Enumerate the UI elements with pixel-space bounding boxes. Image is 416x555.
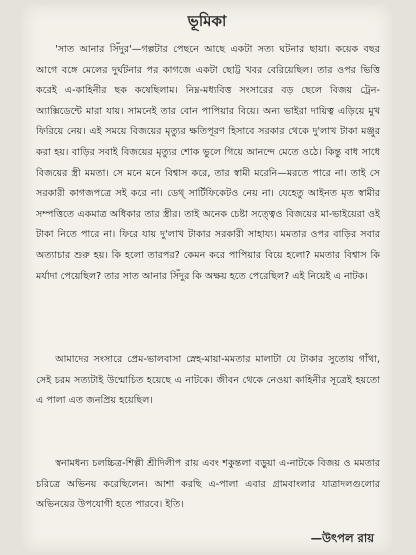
document-page [22,4,392,552]
page-title: ভূমিকা [187,12,227,30]
paragraph-3: স্বনামধন্য চলচ্চিত্র-শিল্পী শ্রীদিলীপ রায় এবং শকুন্তলা বড়ুয়া এ-নাটকে বিজয় ও মমতার চরিত্রে অভিনয় করেছিলেন। আশা করছি এ-পালা এবার গ্রামবাংলার যাত্রাদলগুলোর অভিনয়ের উপযোগী হতে পারবে। ইতি। [36,458,380,511]
paragraph-1: 'সাত আনার সিঁদুর'—গল্পটার পেছনে আছে একটা সত্য ঘটনার ছায়া। কয়েক বছর আগে বঙ্গে মেলের দুর্ঘটনার পর কাগজে একটা ছোট্ট খবর বেরিয়েছিল। তার ওপর ভিত্তি করেই এ-কাহিনীর ছক কষেছিলাম। নিম্ন-মধ্যবিত্ত সংসারের বড় ছেলে বিজয় ট্রেন-অ্যাক্সিডেন্টে মারা যায়। সামনেই তার বোন পাপিয়ার বিয়ে। অন্য ভাইরা দায়িত্ব এড়িয়ে মুখ ফিরিয়ে নেয়। এই সময়ে বিজয়ের মৃত্যুর ক্ষতিপূরণ হিসাবে সরকার থেকে দু'লাখ টাকা মঞ্জুর করা হয়। বাড়ির সবাই বিজয়ের মৃত্যুর শোক ভুলে গিয়ে আনন্দে মেতে ওঠে। কিন্তু বাধ সাধে বিজয়ের স্ত্রী মমতা। সে মনে মনে বিশ্বাস করে, তার স্বামী মরেনি—মরতে পারে না। তাই সে সরকারী কাগজপত্রে সই করে না। ডেথ্ সার্টিফিকেটও নেয় না। যেহেতু আইনত মৃত স্বামীর সম্পত্তিতে একমাত্র অধিকার তার স্ত্রীর। তাই অনেক চেষ্টা সত্ত্বেও বিজয়ের মা-ভাইয়েরা ওই টাকা নিতে পারে না। ফিরে যায় দু'লাখ টাকার সরকারী সাহায্য। মমতার ওপর বাড়ির সবার অত্যাচার শুরু হয়। কি হলো তারপর? কেমন করে পাপিয়ার বিয়ে হলো? মমতার বিশ্বাস কি মর্যাদা পেয়েছিল? তার সাত আনার সিঁদুর কি অক্ষয় হতে পেরেছিল? এই নিয়েই এ নাটক। [36,44,380,282]
paragraph-2: আমাদের সংসারে প্রেম-ভালবাসা স্নেহ-মায়া-মমতার মালাটা যে টাকার সুতোয় গাঁথা, সেই চরম সত্যটাই উন্মোচিত হয়েছে এ নাটকে। জীবন থেকে নেওয়া কাহিনীর সূত্রেই হয়তো এ পালা এত জনপ্রিয় হয়েছিল। [36,354,380,407]
author-signature: —উৎপল রায় [310,531,374,545]
